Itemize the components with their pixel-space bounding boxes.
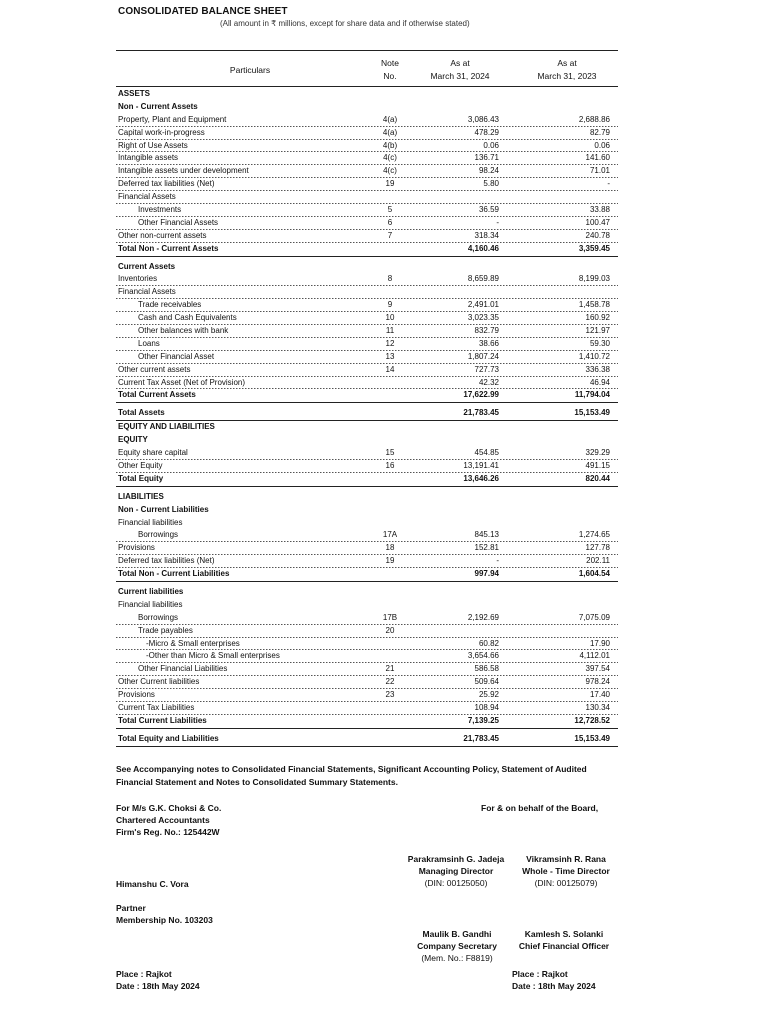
row-label: Financial liabilities <box>118 517 183 527</box>
table-row <box>116 338 618 351</box>
table-row <box>116 529 618 542</box>
table-row <box>116 460 618 473</box>
row-note: 13 <box>385 351 395 361</box>
row-note: 22 <box>385 677 395 687</box>
signatory-company-secretary: Maulik B. Gandhi Company Secretary (Mem. No.: F8819) <box>417 929 497 963</box>
row-value-2024: 36.59 <box>478 205 499 215</box>
row-note: 4(b) <box>382 140 398 150</box>
row-label: Intangible assets under development <box>118 166 249 176</box>
row-label: Total Current Liabilities <box>118 715 207 725</box>
row-note: 17A <box>382 530 398 540</box>
col-header-particulars: Particulars <box>229 65 271 75</box>
row-value-2023: 11,794.04 <box>574 390 610 400</box>
table-row <box>116 273 618 286</box>
row-value-2023: - <box>607 179 610 189</box>
row-value-2023: 160.92 <box>585 313 610 323</box>
row-value-2024: 13,646.26 <box>463 473 499 483</box>
partner-block: Partner Membership No. 103203 <box>116 903 213 925</box>
row-label: Total Equity and Liabilities <box>118 733 219 743</box>
table-row <box>116 650 618 663</box>
table-row <box>116 689 618 702</box>
row-note: 15 <box>385 448 395 458</box>
auditor-block <box>116 802 221 838</box>
row-value-2023: 2,688.86 <box>578 114 610 124</box>
row-label: LIABILITIES <box>118 491 164 501</box>
row-note: 18 <box>385 543 395 553</box>
row-label: Total Current Assets <box>118 390 196 400</box>
row-label: Capital work-in-progress <box>118 127 205 137</box>
row-label: Current Tax Asset (Net of Provision) <box>118 377 246 387</box>
row-value-2023: 336.38 <box>585 364 610 374</box>
row-value-2024: 997.94 <box>474 569 499 579</box>
row-label: Other Financial Assets <box>138 217 219 227</box>
row-value-2024: 1,807.24 <box>467 351 499 361</box>
table-row <box>116 140 618 153</box>
row-note: 4(c) <box>383 153 397 163</box>
row-note: 4(a) <box>382 114 398 124</box>
table-row <box>116 586 618 599</box>
row-label: Right of Use Assets <box>118 140 188 150</box>
table-row <box>116 88 618 101</box>
row-value-2024: 586.58 <box>474 664 499 674</box>
row-label: Financial liabilities <box>118 599 183 609</box>
row-value-2024: 3,086.43 <box>467 114 499 124</box>
row-note: 4(c) <box>383 166 397 176</box>
row-label: Trade receivables <box>138 300 202 310</box>
header-top-rule <box>116 50 618 51</box>
table-row <box>116 407 618 421</box>
table-row <box>116 389 618 403</box>
row-value-2024: 60.82 <box>478 638 499 648</box>
table-row <box>116 377 618 390</box>
row-note: 7 <box>387 230 393 240</box>
row-label: Current Assets <box>118 261 176 271</box>
row-value-2024: 8,659.89 <box>467 274 499 284</box>
row-value-2023: 1,458.78 <box>578 300 610 310</box>
firm-name: For M/s G.K. Choksi & Co. <box>116 803 222 813</box>
row-value-2024: 832.79 <box>474 326 499 336</box>
row-value-2024: 845.13 <box>474 530 499 540</box>
col-header-2024: As at March 31, 2024 <box>430 58 490 81</box>
row-label: Inventories <box>118 274 158 284</box>
row-value-2023: 240.78 <box>585 230 610 240</box>
row-label: EQUITY <box>118 435 148 445</box>
table-row <box>116 491 618 504</box>
row-value-2024: 0.06 <box>483 140 499 150</box>
row-value-2023: 59.30 <box>589 338 610 348</box>
table-row <box>116 312 618 325</box>
row-value-2024: 17,622.99 <box>463 390 499 400</box>
table-row <box>116 299 618 312</box>
row-value-2024: 38.66 <box>478 338 499 348</box>
row-label: Borrowings <box>138 612 179 622</box>
partner-name: Himanshu C. Vora <box>116 879 189 889</box>
notes-statement: See Accompanying notes to Consolidated Financial Statements, Significant Accounting Policy, Statement of Audited Financial Statement and Notes to Consolidated Summary Statements. <box>116 764 587 787</box>
table-row <box>116 568 618 582</box>
table-row <box>116 676 618 689</box>
row-value-2024: 13,191.41 <box>463 460 499 470</box>
row-label: Other Current liabilities <box>118 677 200 687</box>
row-value-2024: 25.92 <box>478 690 499 700</box>
row-value-2024: 98.24 <box>478 166 499 176</box>
row-note: 5 <box>387 205 393 215</box>
row-note: 6 <box>387 217 393 227</box>
row-note: 19 <box>385 556 395 566</box>
table-row <box>116 473 618 487</box>
header-bottom-rule <box>116 86 618 87</box>
row-value-2023: 7,075.09 <box>578 612 610 622</box>
row-value-2023: 0.06 <box>594 140 610 150</box>
row-label: Deferred tax liabilities (Net) <box>118 556 215 566</box>
table-row <box>116 243 618 257</box>
row-value-2023: 46.94 <box>589 377 610 387</box>
row-value-2023: 82.79 <box>589 127 610 137</box>
row-label: Total Non - Current Liabilities <box>118 569 230 579</box>
table-row <box>116 114 618 127</box>
table-row <box>116 625 618 638</box>
row-value-2024: 3,023.35 <box>467 313 499 323</box>
row-label: Deferred tax liabilities (Net) <box>118 179 215 189</box>
row-value-2023: 329.29 <box>585 448 610 458</box>
row-value-2023: 17.90 <box>589 638 610 648</box>
row-note: 21 <box>385 664 395 674</box>
row-note: 10 <box>385 313 395 323</box>
table-row <box>116 230 618 243</box>
row-value-2023: 1,410.72 <box>578 351 610 361</box>
col-header-2023: As at March 31, 2023 <box>537 58 597 81</box>
table-row <box>116 702 618 715</box>
balance-sheet-table <box>116 88 618 747</box>
table-row <box>116 504 618 517</box>
row-value-2023: 202.11 <box>586 556 610 566</box>
row-label: Other Financial Asset <box>138 351 215 361</box>
row-value-2024: 136.71 <box>474 153 499 163</box>
row-value-2023: 397.54 <box>585 664 610 674</box>
row-value-2023: 127.78 <box>585 543 610 553</box>
row-label: Non - Current Liabilities <box>118 504 209 514</box>
row-value-2024: 2,491.01 <box>467 300 499 310</box>
row-value-2023: 978.24 <box>585 677 610 687</box>
row-note: 8 <box>387 274 393 284</box>
row-value-2023: 15,153.49 <box>574 408 610 418</box>
row-label: Total Assets <box>118 408 165 418</box>
row-label: Other Financial Liabilities <box>138 664 228 674</box>
row-value-2023: 1,274.65 <box>578 530 610 540</box>
row-label: Non - Current Assets <box>118 101 198 111</box>
row-label: Total Non - Current Assets <box>118 243 219 253</box>
row-note: 23 <box>385 690 395 700</box>
table-row <box>116 217 618 230</box>
table-row <box>116 204 618 217</box>
row-note: 12 <box>385 338 395 348</box>
table-row <box>116 286 618 299</box>
table-row <box>116 715 618 729</box>
row-label: Cash and Cash Equivalents <box>138 313 237 323</box>
row-value-2023: 17.40 <box>589 690 610 700</box>
row-value-2023: 141.60 <box>585 153 610 163</box>
row-value-2024: - <box>496 556 499 566</box>
row-note: 4(a) <box>382 127 398 137</box>
row-label: Financial Assets <box>118 287 176 297</box>
table-row <box>116 351 618 364</box>
place-date-left: Place : Rajkot Date : 18th May 2024 <box>116 969 200 991</box>
row-value-2023: 71.01 <box>589 166 610 176</box>
row-note: 9 <box>387 300 393 310</box>
row-value-2024: 5.80 <box>483 179 499 189</box>
row-value-2023: 4,112.01 <box>579 651 610 661</box>
row-value-2023: 820.44 <box>585 473 610 483</box>
table-row <box>116 599 618 612</box>
row-label: Loans <box>138 338 160 348</box>
table-row <box>116 165 618 178</box>
row-label: Borrowings <box>138 530 179 540</box>
table-row <box>116 191 618 204</box>
row-value-2024: 42.32 <box>478 377 499 387</box>
row-note: 14 <box>385 364 395 374</box>
signatory-managing-director: Parakramsinh G. Jadeja Managing Director (DIN: 00125050) <box>407 854 505 888</box>
firm-reg-no: Firm's Reg. No.: 125442W <box>116 827 220 837</box>
row-value-2024: 727.73 <box>474 364 499 374</box>
row-value-2023: 130.34 <box>585 702 610 712</box>
row-label: Equity share capital <box>118 448 188 458</box>
row-label: Other non-current assets <box>118 230 207 240</box>
row-label: Trade payables <box>138 625 193 635</box>
table-row <box>116 178 618 191</box>
row-value-2024: 7,139.25 <box>467 715 499 725</box>
row-value-2023: 1,604.54 <box>578 569 610 579</box>
firm-type: Chartered Accountants <box>116 815 210 825</box>
row-value-2023: 12,728.52 <box>574 715 610 725</box>
row-value-2023: 121.97 <box>585 326 610 336</box>
row-value-2024: 152.81 <box>474 543 499 553</box>
row-label: Property, Plant and Equipment <box>118 114 227 124</box>
table-row <box>116 434 618 447</box>
table-row <box>116 638 618 651</box>
row-value-2024: - <box>496 217 499 227</box>
table-row <box>116 421 618 434</box>
place-date-right: Place : Rajkot Date : 18th May 2024 <box>512 969 596 991</box>
row-label: EQUITY AND LIABILITIES <box>118 422 215 432</box>
table-row <box>116 152 618 165</box>
row-value-2024: 454.85 <box>474 448 499 458</box>
row-label: Other Equity <box>118 460 163 470</box>
page-title: CONSOLIDATED BALANCE SHEET <box>118 6 288 17</box>
table-row <box>116 127 618 140</box>
table-row <box>116 517 618 530</box>
row-label: Other balances with bank <box>138 326 229 336</box>
row-note: 20 <box>385 625 395 635</box>
table-row <box>116 542 618 555</box>
row-value-2024: 2,192.69 <box>467 612 499 622</box>
row-note: 17B <box>382 612 398 622</box>
row-value-2023: 33.88 <box>589 205 610 215</box>
row-value-2023: 100.47 <box>585 217 610 227</box>
row-label: Other current assets <box>118 364 191 374</box>
row-label: Provisions <box>118 543 155 553</box>
table-row <box>116 101 618 114</box>
row-value-2024: 108.94 <box>474 702 499 712</box>
row-value-2023: 15,153.49 <box>574 733 610 743</box>
row-label: ASSETS <box>118 89 151 98</box>
row-label: Current liabilities <box>118 586 184 596</box>
row-label: Financial Assets <box>118 192 176 202</box>
row-note: 19 <box>385 179 395 189</box>
row-value-2024: 4,160.46 <box>467 243 499 253</box>
row-value-2023: 491.15 <box>585 460 610 470</box>
row-value-2023: 8,199.03 <box>578 274 610 284</box>
table-row <box>116 261 618 274</box>
table-row <box>116 364 618 377</box>
table-row <box>116 733 618 747</box>
signatory-whole-time-director: Vikramsinh R. Rana Whole - Time Director (DIN: 00125079) <box>522 854 610 888</box>
row-label: -Micro & Small enterprises <box>146 638 240 648</box>
table-row <box>116 447 618 460</box>
row-value-2024: 318.34 <box>474 230 499 240</box>
row-label: -Other than Micro & Small enterprises <box>146 651 280 661</box>
row-value-2024: 478.29 <box>474 127 499 137</box>
col-header-note: Note No. <box>381 58 399 81</box>
row-value-2024: 21,783.45 <box>463 733 499 743</box>
row-value-2024: 509.64 <box>474 677 499 687</box>
table-row <box>116 555 618 568</box>
row-label: Investments <box>138 205 182 215</box>
table-row <box>116 663 618 676</box>
row-label: Provisions <box>118 690 155 700</box>
row-value-2024: 3,654.66 <box>467 651 499 661</box>
row-value-2023: 3,359.45 <box>578 243 610 253</box>
row-note: 16 <box>385 460 395 470</box>
signatory-cfo: Kamlesh S. Solanki Chief Financial Officer <box>518 929 610 951</box>
board-caption: For & on behalf of the Board, <box>481 803 599 813</box>
row-value-2024: 21,783.45 <box>463 408 499 418</box>
row-label: Total Equity <box>118 473 164 483</box>
table-row <box>116 325 618 338</box>
row-label: Current Tax Liabilities <box>118 702 195 712</box>
row-label: Intangible assets <box>118 153 179 163</box>
page-subtitle: (All amount in ₹ millions, except for share data and if otherwise stated) <box>220 19 470 28</box>
row-note: 11 <box>385 326 395 336</box>
table-row <box>116 612 618 625</box>
